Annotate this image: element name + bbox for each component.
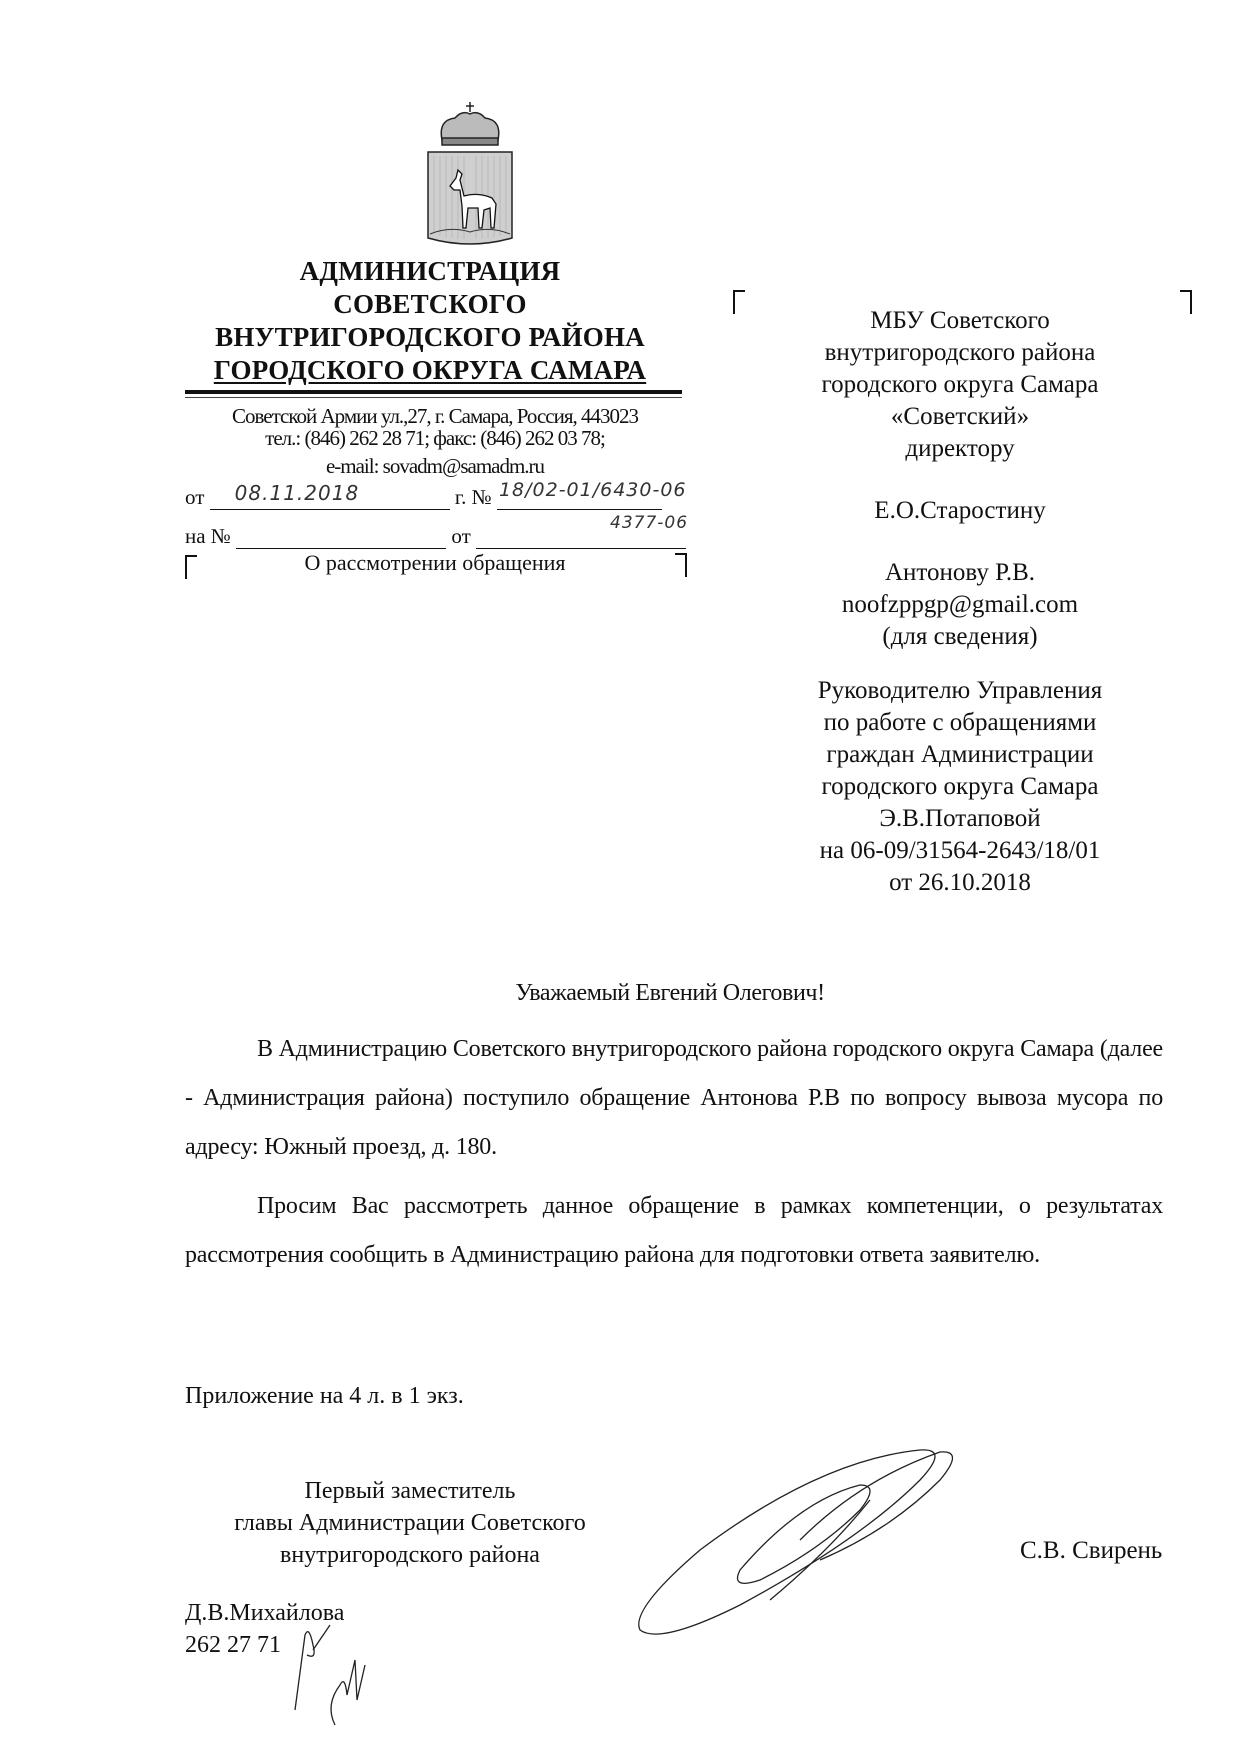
signatory-name: С.В. Свирень — [1020, 1537, 1163, 1564]
addressee-line: городского округа Самара — [821, 371, 1099, 398]
addressee-bracket-right — [1180, 290, 1192, 314]
reference-number-field — [236, 526, 446, 549]
outgoing-number-field — [497, 479, 687, 510]
addressee-line: Э.В.Потаповой — [879, 805, 1041, 832]
signatory-title-line: внутригородского района — [280, 1542, 540, 1568]
cc-note: (для сведения) — [882, 623, 1038, 650]
addressee-line: граждан Администрации — [826, 741, 1094, 768]
addressee-line: «Советский» — [890, 403, 1030, 430]
addressee-line: директору — [905, 435, 1015, 462]
outgoing-registration-row — [185, 479, 687, 510]
cc-recipient-email: noofzppgp@gmail.com — [841, 591, 1079, 618]
samara-coat-of-arms-icon — [420, 100, 520, 250]
attachment-note: Приложение на 4 л. в 1 экз. — [185, 1383, 464, 1409]
letter-subject: О рассмотрении обращения — [304, 550, 566, 575]
org-title-line: ГОРОДСКОГО ОКРУГА САМАРА — [213, 355, 647, 385]
date-label: от — [185, 485, 205, 509]
reference-number-label: на № — [185, 524, 231, 548]
handwritten-signature — [620, 1440, 1040, 1660]
cc-recipient-name: Антонову Р.В. — [884, 559, 1036, 586]
reference-date-field — [476, 526, 686, 549]
outgoing-number-handwritten-2: 4377-06 — [610, 513, 689, 533]
addressee-line: по работе с обращениями — [823, 709, 1097, 736]
body-paragraph-2: Просим Вас рассмотреть данное обращение в рамках компетенции, о результатах рассмотрения сообщить в Администрацию района для подготовки ответа заявителю. — [185, 1193, 1163, 1268]
organization-contacts — [180, 405, 690, 477]
addressee-line: Руководителю Управления — [817, 677, 1103, 704]
organization-title — [180, 255, 680, 387]
reference-date: от 26.10.2018 — [889, 869, 1031, 896]
signatory-title — [190, 1475, 630, 1571]
addressee-block — [770, 305, 1150, 899]
coat-of-arms-emblem — [420, 100, 520, 250]
outgoing-date-handwritten: 08.11.2018 — [234, 481, 360, 505]
org-email: e-mail: sovadm@samadm.ru — [325, 454, 545, 478]
addressee-name: Е.О.Старостину — [874, 497, 1046, 524]
handwritten-initials — [285, 1615, 405, 1730]
executor-phone: 262 27 71 — [185, 1632, 281, 1658]
org-title-line: СОВЕТСКОГО — [333, 289, 527, 319]
reference-date-label: от — [451, 524, 471, 548]
reference-number: на 06-09/31564-2643/18/01 — [819, 837, 1101, 864]
greeting: Уважаемый Евгений Олегович! — [515, 980, 825, 1006]
signature-scribble-icon — [620, 1440, 1040, 1660]
addressee-line: городского округа Самара — [821, 773, 1099, 800]
addressee-line: внутригородского района — [824, 339, 1096, 366]
outgoing-date-field — [210, 481, 450, 510]
signatory-title-line: Первый заместитель — [304, 1478, 516, 1504]
number-label: г. № — [454, 485, 492, 509]
addressee-line: МБУ Советского — [870, 307, 1050, 334]
initials-scribble-icon — [285, 1615, 405, 1730]
reference-registration-row — [185, 524, 686, 549]
org-phones: тел.: (846) 262 28 71; факс: (846) 262 03 78; — [265, 426, 605, 450]
letterhead-rule-thin — [185, 397, 682, 398]
outgoing-number-handwritten: 18/02-01/6430-06 — [498, 479, 687, 501]
letterhead-rule — [185, 390, 682, 394]
addressee-bracket-left — [733, 290, 745, 314]
executor-name: Д.В.Михайлова — [185, 1600, 345, 1626]
body-paragraph-1: В Администрацию Советского внутригородского района городского округа Самара (далее - Администрация района) поступило обращение Антонова Р.В по вопросу вывоза мусора по адресу: Южный проезд, д. 180. — [185, 1036, 1163, 1160]
org-title-line: ВНУТРИГОРОДСКОГО РАЙОНА — [215, 322, 645, 352]
signatory-title-line: главы Администрации Советского — [234, 1510, 586, 1536]
org-title-line: АДМИНИСТРАЦИЯ — [299, 256, 561, 286]
org-address: Советской Армии ул.,27, г. Самара, Россия, 443023 — [232, 404, 638, 428]
